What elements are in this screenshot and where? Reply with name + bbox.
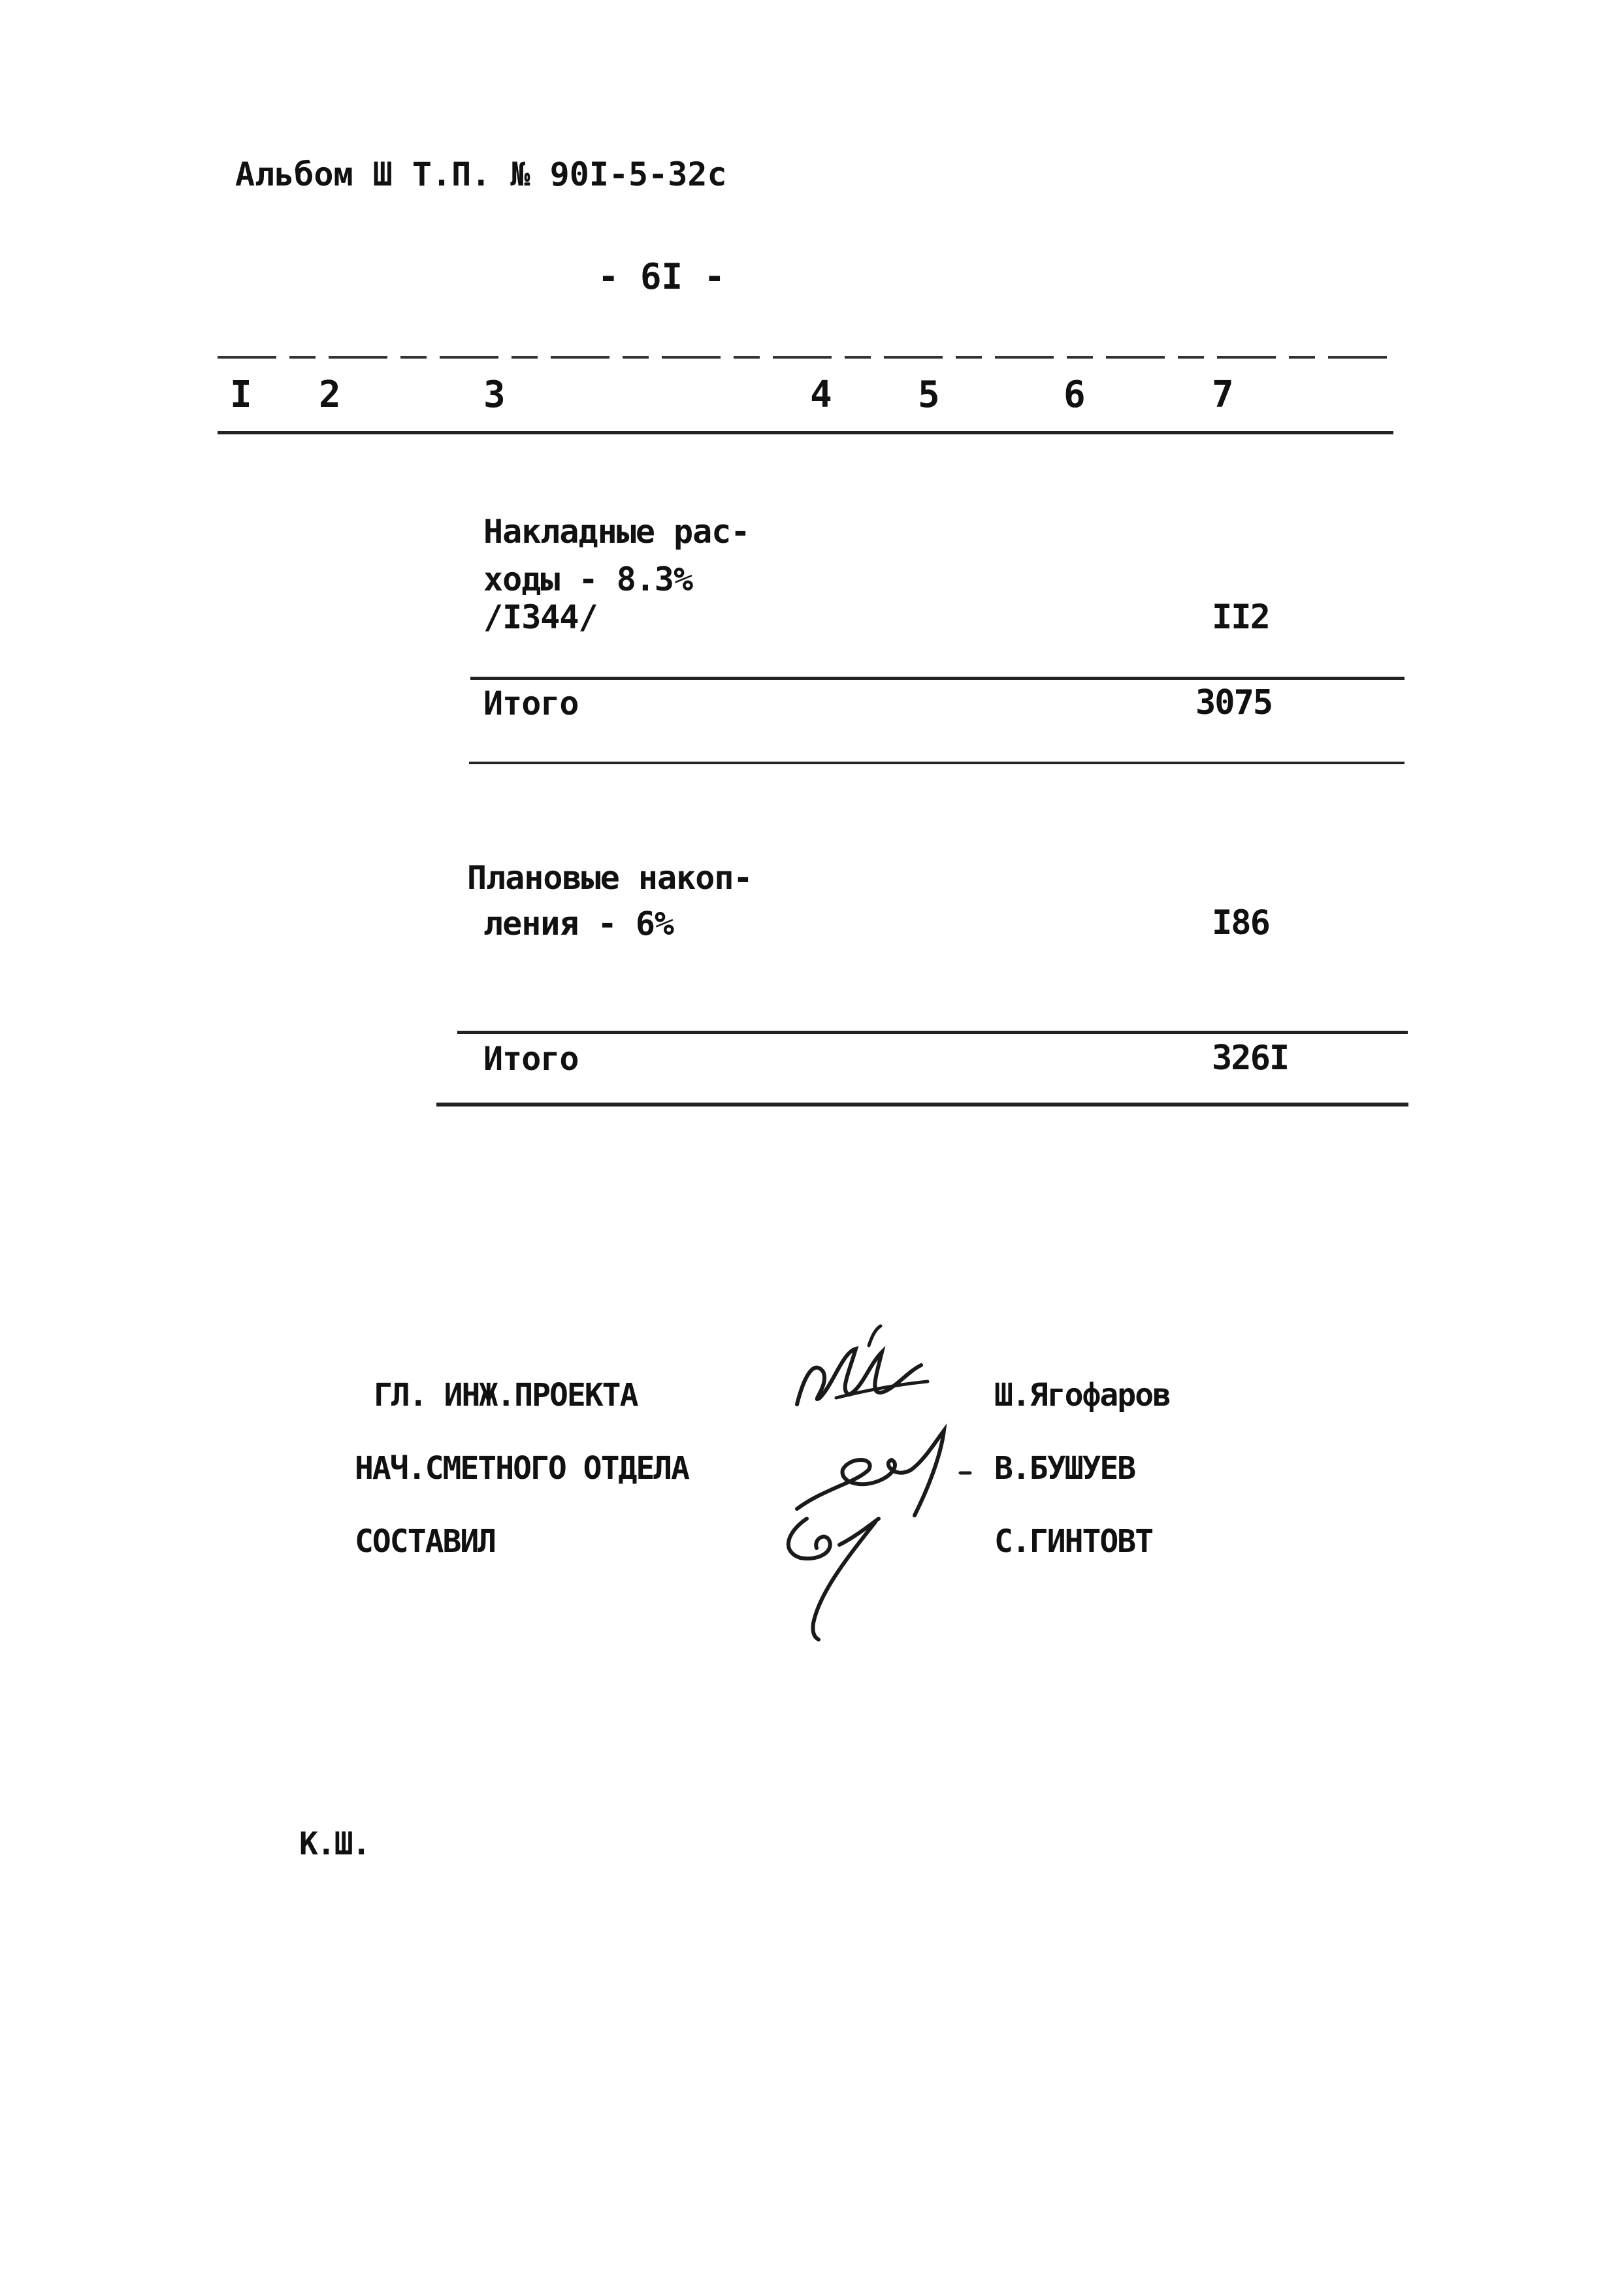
- row-description-line: ходы - 8.3%: [483, 560, 693, 598]
- row-description-line: Накладные рас-: [483, 513, 750, 551]
- table-top-rule: [218, 356, 1391, 359]
- handwritten-signature-1: [784, 1326, 934, 1424]
- total-label: Итого: [483, 1040, 579, 1078]
- total-label: Итого: [483, 685, 579, 722]
- column-number-5: 5: [918, 374, 940, 416]
- subtotal-bottom-rule: [469, 762, 1405, 764]
- album-header: Альбом Ш Т.П. № 90I-5-32с: [235, 155, 727, 193]
- table-header-rule: [218, 431, 1393, 434]
- column-number-6: 6: [1064, 374, 1086, 416]
- signature-name: В.БУШУЕВ: [994, 1450, 1135, 1487]
- total-value: 3075: [1195, 683, 1273, 722]
- total-top-rule: [457, 1031, 1408, 1034]
- signature-role: НАЧ.СМЕТНОГО ОТДЕЛА: [355, 1450, 689, 1487]
- signature-name: Ш.Ягофаров: [994, 1377, 1170, 1414]
- handwritten-signature-3: [768, 1493, 898, 1643]
- footer-mark: К.Ш.: [299, 1826, 370, 1862]
- page-number: - 6I -: [598, 256, 726, 297]
- signature-name: С.ГИНТОВТ: [994, 1523, 1153, 1560]
- column-number-3: 3: [483, 374, 506, 416]
- column-number-1: I: [230, 374, 252, 416]
- total-bottom-rule: [436, 1103, 1408, 1107]
- signature-role: ГЛ. ИНЖ.ПРОЕКТА: [374, 1377, 638, 1414]
- row-description-line: Плановые накоп-: [467, 859, 753, 897]
- subtotal-top-rule: [470, 677, 1405, 680]
- row-value: II2: [1212, 598, 1269, 637]
- row-description-line: /I344/: [483, 598, 598, 636]
- column-number-7: 7: [1212, 374, 1234, 416]
- column-number-2: 2: [319, 374, 341, 416]
- total-value: 326I: [1212, 1039, 1289, 1078]
- row-description-line: ления - 6%: [483, 905, 674, 943]
- signature-role: СОСТАВИЛ: [355, 1523, 496, 1560]
- row-value: I86: [1212, 903, 1269, 943]
- column-number-4: 4: [810, 374, 832, 416]
